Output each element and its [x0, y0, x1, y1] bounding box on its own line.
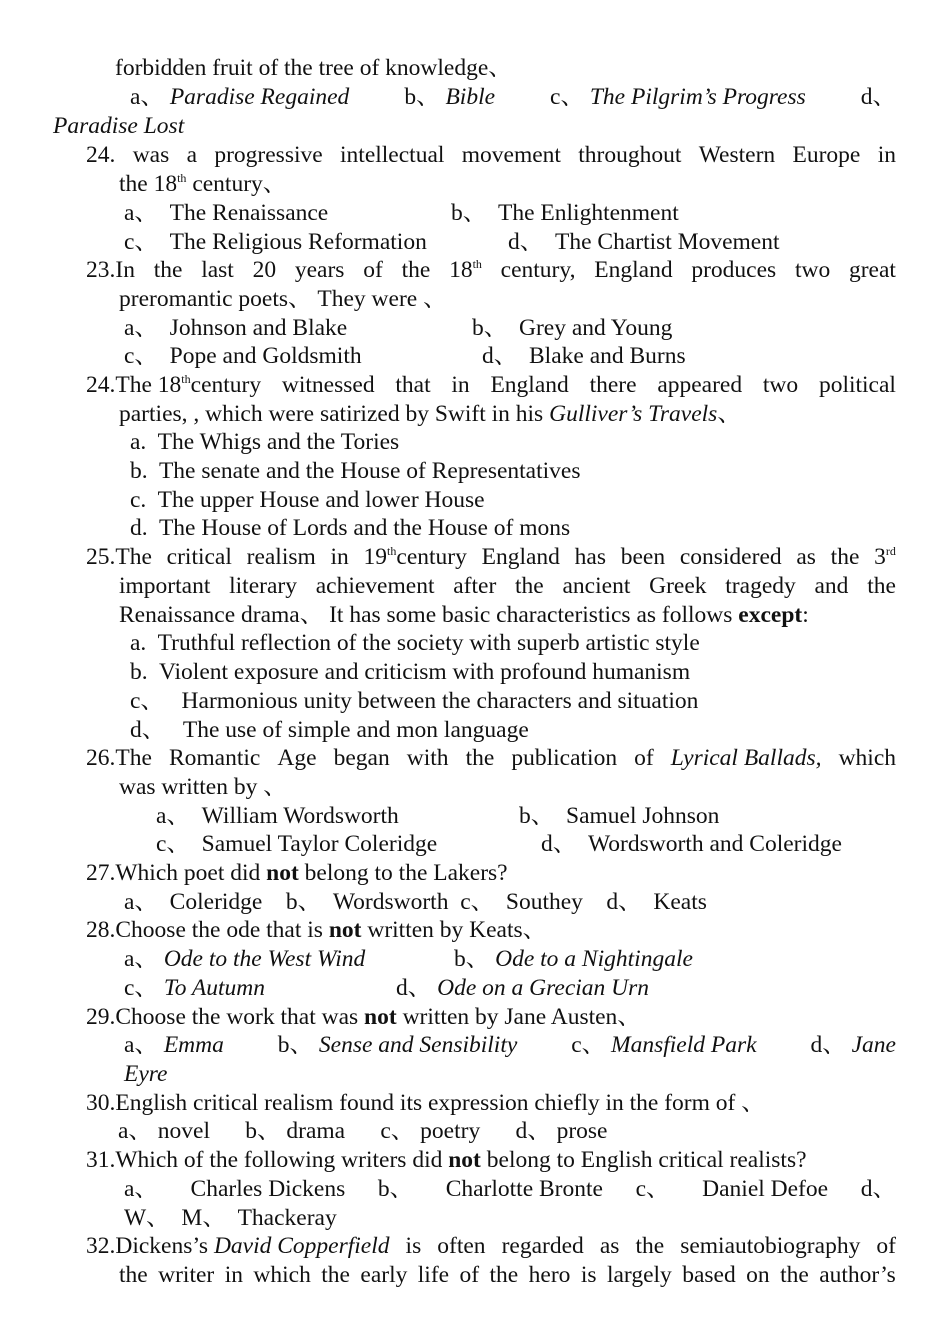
- option-b: b. Violent exposure and criticism with profound humanism: [130, 659, 691, 685]
- option-d: d、 The Chartist Movement: [508, 229, 780, 255]
- option-b: b、 Samuel Johnson: [519, 803, 720, 829]
- option-b: b、 Ode to a Nightingale: [454, 946, 693, 972]
- option-c: c、 Harmonious unity between the characters and situation: [130, 688, 699, 714]
- option-c: c、 Mansfield Park: [571, 1032, 757, 1058]
- question-23b-line-2: preromantic poets、 They were 、: [119, 286, 447, 312]
- option-d: d、 Wordsworth and Coleridge: [541, 831, 842, 857]
- question-26-line-2: was written by 、: [119, 774, 287, 800]
- option-a: a. Truthful reflection of the society with superb artistic style: [130, 630, 700, 656]
- option-row: [124, 1031, 896, 1059]
- question-31: 31.Which of the following writers did not belong to English critical realists?: [86, 1147, 807, 1173]
- option-a: a、 Johnson and Blake: [124, 315, 348, 341]
- question-24b-line-2: parties, , which were satirized by Swift in his Gulliver’s Travels、: [119, 401, 741, 427]
- question-24b-line-1: 24.The 18thcentury witnessed that in England there appeared two political: [86, 372, 896, 398]
- question-25-line-1: 25.The critical realism in 19thcentury England has been considered as the 3rd: [86, 544, 896, 570]
- text-line: forbidden fruit of the tree of knowledge、: [115, 55, 512, 81]
- question-25-line-3: Renaissance drama、 It has some basic characteristics as follows except:: [119, 602, 809, 628]
- option-c: c、 To Autumn: [124, 975, 266, 1001]
- option-d: d、 Jane: [810, 1032, 896, 1058]
- option-b: b. The senate and the House of Representatives: [130, 458, 581, 484]
- option-d: d. The House of Lords and the House of mons: [130, 515, 571, 541]
- option-a: a、 The Renaissance: [124, 200, 329, 226]
- question-25-line-2: important literary achievement after the ancient Greek tragedy and the: [119, 573, 896, 599]
- option-d: d、 Blake and Burns: [482, 343, 686, 369]
- option-b: b、 Grey and Young: [472, 315, 673, 341]
- option-a: a、 Emma: [124, 1032, 224, 1058]
- option-d-continued: W、 M、 Thackeray: [124, 1205, 337, 1231]
- option-c: c、 Samuel Taylor Coleridge: [156, 831, 438, 857]
- option-d: d、 The use of simple and mon language: [130, 717, 529, 743]
- option-d-text: Paradise Lost: [53, 113, 185, 139]
- option-b: b、 Sense and Sensibility: [277, 1032, 518, 1058]
- question-32-line-2: the writer in which the early life of the hero is largely based on the author’s: [119, 1262, 896, 1288]
- option-row: a、 novel b、 drama c、 poetry d、 prose: [118, 1118, 608, 1144]
- option-d-label: d、: [860, 84, 896, 110]
- option-c: c、 The Pilgrim’s Progress: [550, 84, 806, 110]
- question-23b-line-1: 23.In the last 20 years of the 18th century, England produces two great: [86, 257, 896, 283]
- question-26-line-1: 26.The Romantic Age began with the publication of Lyrical Ballads, which: [86, 745, 896, 771]
- option-d: d、 Ode on a Grecian Urn: [396, 975, 650, 1001]
- option-row: a、 Coleridge b、 Wordsworth c、 Southey d、 Keats: [124, 889, 707, 915]
- option-a: a. The Whigs and the Tories: [130, 429, 400, 455]
- question-30: 30.English critical realism found its expression chiefly in the form of 、: [86, 1090, 765, 1116]
- option-c: c、 Pope and Goldsmith: [124, 343, 362, 369]
- question-28: 28.Choose the ode that is not written by Keats、: [86, 917, 547, 943]
- question-29: 29.Choose the work that was not written by Jane Austen、: [86, 1004, 641, 1030]
- question-32-line-1: 32.Dickens’s David Copperfield is often regarded as the semiautobiography of: [86, 1233, 896, 1259]
- option-row: a、 Charles Dickens b、 Charlotte Bronte c、 Daniel Defoe d、: [124, 1176, 896, 1202]
- option-c: c、 The Religious Reformation: [124, 229, 427, 255]
- option-a: a、 Ode to the West Wind: [124, 946, 366, 972]
- option-a: a、 Paradise Regained: [130, 84, 350, 110]
- option-b: b、 Bible: [404, 84, 496, 110]
- option-a: a、 William Wordsworth: [156, 803, 399, 829]
- option-row: [130, 83, 896, 111]
- question-24a-line-1: 24. was a progressive intellectual movement throughout Western Europe in: [86, 142, 896, 168]
- question-27: 27.Which poet did not belong to the Lakers?: [86, 860, 508, 886]
- question-24a-line-2: the 18th century、: [119, 171, 287, 197]
- option-b: b、 The Enlightenment: [451, 200, 679, 226]
- option-c: c. The upper House and lower House: [130, 487, 485, 513]
- option-d-continued: Eyre: [124, 1061, 168, 1087]
